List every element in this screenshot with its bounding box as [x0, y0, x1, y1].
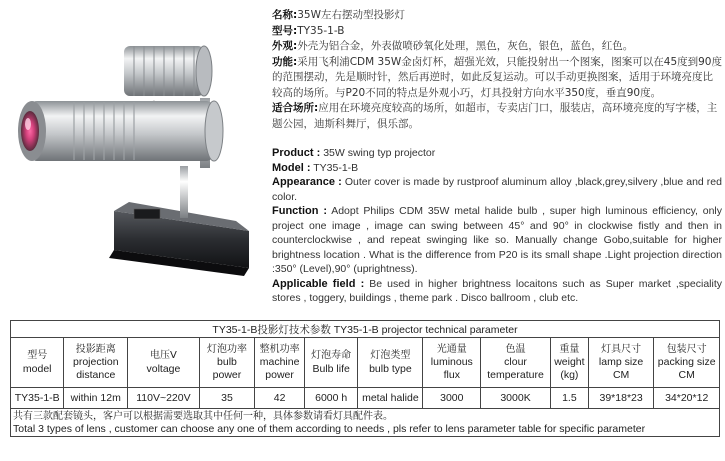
cell-packing-size: 34*20*12	[654, 388, 720, 409]
cn-spec-appearance: 外观:外壳为铝合金，外表做喷砂氧化处理，黑色，灰色，银色，蓝色，红色。	[272, 40, 634, 52]
cell-bulb-life: 6000 h	[305, 388, 358, 409]
header-machine-power: 整机功率 machine power	[255, 338, 305, 388]
cell-voltage: 110V~220V	[128, 388, 200, 409]
cell-model: TY35-1-B	[11, 388, 64, 409]
header-projection-distance: 投影距离 projection distance	[64, 338, 128, 388]
parameter-table-wrap	[10, 320, 720, 437]
en-spec-function: Function : Adopt Philips CDM 35W metal halide bulb , super high luminous efficiency, only project one image , image can swing between 45° and 90° in clockwise fistly and then in counterclockwise , and repeat swinging like so. Manually change Gobo,suitable for higher brightness location . What is the difference from P20 is its small shape .Light projection direction :350° (Level),90° (uprightness).	[272, 205, 722, 275]
en-spec-applicable: Applicable field : Be used in higher brightness locaitons such as Super market ,speciality stores , toggery, buildings , theme park . Disco ballroom , club etc.	[272, 277, 722, 304]
header-luminous-flux: 光通量 luminous flux	[423, 338, 481, 388]
header-bulb-life: 灯泡寿命 Bulb life	[305, 338, 358, 388]
spec-text	[272, 8, 722, 306]
cn-spec-applicable: 适合场所:应用在环境亮度较高的场所，如超市，专卖店门口，服装店，高环境亮度的写字楼，主题公园，迪斯科舞厅，俱乐部。	[272, 102, 718, 130]
table-row	[11, 388, 720, 409]
cell-bulb-type: metal halide	[358, 388, 423, 409]
en-spec-product: Product : 35W swing typ projector	[272, 147, 436, 159]
cn-spec-function: 功能:采用飞利浦CDM 35W金卤灯杯，超强光效，只能投射出一个图案，图案可以在45度到90度的范围摆动，先是顺时针，然后再逆时，如此反复运动。可以手动更换图案，适用于环境亮度比较高的场所。与P20不同的特点是外观小巧，灯具投射方向水平350度，垂直90度。	[272, 55, 722, 99]
parameter-table	[10, 320, 720, 437]
table-title-row	[11, 321, 720, 338]
cell-bulb-power: 35	[199, 388, 254, 409]
header-weight: 重量 weight (kg)	[550, 338, 588, 388]
table-note	[11, 409, 720, 437]
header-model: 型号 model	[11, 338, 64, 388]
header-packing-size: 包装尺寸 packing size CM	[654, 338, 720, 388]
table-note-row	[11, 409, 720, 437]
en-spec-appearance: Appearance : Outer cover is made by rustproof aluminum alloy ,black,grey,silvery ,blue and red color.	[272, 176, 722, 203]
cell-machine-power: 42	[255, 388, 305, 409]
cn-spec-name: 名称:35W左右摆动型投影灯	[272, 9, 405, 21]
chinese-specs	[272, 8, 722, 132]
header-lamp-size: 灯具尺寸 lamp size CM	[588, 338, 654, 388]
table-header-row	[11, 338, 720, 388]
cell-weight: 1.5	[550, 388, 588, 409]
cell-lamp-size: 39*18*23	[588, 388, 654, 409]
header-voltage: 电压V voltage	[128, 338, 200, 388]
english-specs	[272, 146, 722, 306]
table-title: TY35-1-B投影灯技术参数 TY35-1-B projector technical parameter	[11, 321, 720, 338]
note-chinese: 共有三款配套镜头，客户可以根据需要选取其中任何一种，具体参数请看灯具配件表。	[13, 410, 393, 422]
cell-luminous-flux: 3000	[423, 388, 481, 409]
header-bulb-power: 灯泡功率 bulb power	[199, 338, 254, 388]
cell-projection-distance: within 12m	[64, 388, 128, 409]
en-spec-model: Model : TY35-1-B	[272, 161, 359, 174]
cn-spec-model: 型号:TY35-1-B	[272, 24, 345, 37]
note-english: Total 3 types of lens , customer can choose any one of them according to needs , pls refer to lens parameter table for specific parameter	[13, 422, 646, 435]
cell-color-temperature: 3000K	[481, 388, 551, 409]
header-color-temperature: 色温 clour temperature	[481, 338, 551, 388]
product-photo	[4, 6, 266, 302]
header-bulb-type: 灯泡类型 bulb type	[358, 338, 423, 388]
